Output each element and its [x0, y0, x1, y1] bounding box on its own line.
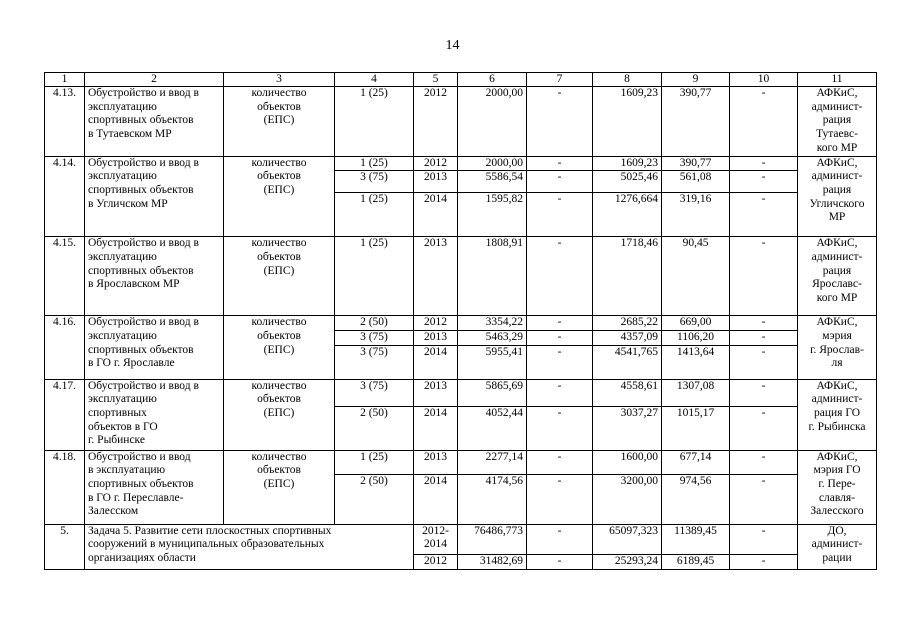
year: 2012	[414, 554, 458, 569]
quantity: 2 (50)	[335, 316, 414, 331]
indicator: количество объектов (ЕПС)	[224, 316, 335, 379]
col8-value: 3037,27	[593, 406, 662, 450]
measure-name: Обустройство и ввод в эксплуатацию спортивных объектов в ГО г. Переславле- Залесском	[85, 450, 224, 524]
col8-value: 1718,46	[593, 237, 662, 316]
col9-value: 677,14	[662, 450, 730, 474]
year: 2013	[414, 379, 458, 406]
indicator: количество объектов (ЕПС)	[224, 237, 335, 316]
table-row	[45, 156, 877, 171]
header-cell: 9	[662, 73, 730, 87]
quantity: 3 (75)	[335, 171, 414, 193]
total-amount: 5586,54	[458, 171, 527, 193]
year: 2013	[414, 237, 458, 316]
col10-value: -	[730, 474, 798, 524]
year: 2012	[414, 156, 458, 171]
quantity: 3 (75)	[335, 379, 414, 406]
col10-value: -	[730, 524, 798, 554]
col7-value: -	[527, 406, 593, 450]
total-amount: 5955,41	[458, 345, 527, 379]
col10-value: -	[730, 450, 798, 474]
table-row	[45, 450, 877, 474]
header-cell: 8	[593, 73, 662, 87]
col9-value: 974,56	[662, 474, 730, 524]
col7-value: -	[527, 156, 593, 171]
col10-value: -	[730, 171, 798, 193]
quantity: 1 (25)	[335, 193, 414, 237]
total-amount: 2277,14	[458, 450, 527, 474]
row-number: 4.13.	[45, 87, 85, 157]
total-amount: 2000,00	[458, 87, 527, 157]
col8-value: 1276,664	[593, 193, 662, 237]
page-number: 14	[445, 38, 460, 53]
table-row	[45, 237, 877, 316]
table-row	[45, 379, 877, 406]
measure-name: Обустройство и ввод в эксплуатацию спортивных объектов в Ярославском МР	[85, 237, 224, 316]
quantity: 1 (25)	[335, 156, 414, 171]
indicator: количество объектов (ЕПС)	[224, 379, 335, 450]
total-amount: 3354,22	[458, 316, 527, 331]
col8-value: 4558,61	[593, 379, 662, 406]
col9-value: 669,00	[662, 316, 730, 331]
col7-value: -	[527, 316, 593, 331]
quantity: 1 (25)	[335, 450, 414, 474]
header-cell: 6	[458, 73, 527, 87]
measure-name: Обустройство и ввод в эксплуатацию спортивных объектов в Тутаевском МР	[85, 87, 224, 157]
col10-value: -	[730, 156, 798, 171]
total-amount: 5463,29	[458, 330, 527, 345]
col9-value: 6189,45	[662, 554, 730, 569]
header-cell: 3	[224, 73, 335, 87]
row-number: 4.18.	[45, 450, 85, 524]
col10-value: -	[730, 379, 798, 406]
col9-value: 11389,45	[662, 524, 730, 554]
col8-value: 4357,09	[593, 330, 662, 345]
col7-value: -	[527, 345, 593, 379]
col7-value: -	[527, 474, 593, 524]
year: 2012	[414, 87, 458, 157]
col10-value: -	[730, 554, 798, 569]
quantity: 1 (25)	[335, 237, 414, 316]
col8-value: 1609,23	[593, 156, 662, 171]
table-row	[45, 524, 877, 554]
col8-value: 25293,24	[593, 554, 662, 569]
quantity: 2 (50)	[335, 406, 414, 450]
year: 2013	[414, 330, 458, 345]
col7-value: -	[527, 87, 593, 157]
program-table	[44, 72, 877, 570]
measure-name: Обустройство и ввод в эксплуатацию спортивных объектов в Угличском МР	[85, 156, 224, 237]
col7-value: -	[527, 524, 593, 554]
quantity: 2 (50)	[335, 474, 414, 524]
col10-value: -	[730, 345, 798, 379]
indicator: количество объектов (ЕПС)	[224, 450, 335, 524]
col10-value: -	[730, 406, 798, 450]
col7-value: -	[527, 171, 593, 193]
year: 2014	[414, 406, 458, 450]
indicator: количество объектов (ЕПС)	[224, 87, 335, 157]
col9-value: 1307,08	[662, 379, 730, 406]
col10-value: -	[730, 316, 798, 331]
header-cell: 2	[85, 73, 224, 87]
col10-value: -	[730, 87, 798, 157]
header-cell: 7	[527, 73, 593, 87]
quantity: 3 (75)	[335, 330, 414, 345]
total-amount: 4174,56	[458, 474, 527, 524]
row-number: 4.17.	[45, 379, 85, 450]
total-amount: 31482,69	[458, 554, 527, 569]
year: 2014	[414, 474, 458, 524]
table-row	[45, 87, 877, 157]
col9-value: 561,08	[662, 171, 730, 193]
indicator: количество объектов (ЕПС)	[224, 156, 335, 237]
year: 2012- 2014	[414, 524, 458, 554]
header-cell: 4	[335, 73, 414, 87]
col9-value: 1106,20	[662, 330, 730, 345]
total-amount: 76486,773	[458, 524, 527, 554]
col8-value: 2685,22	[593, 316, 662, 331]
row-number: 4.16.	[45, 316, 85, 379]
executor: АФКиС, админист- рация Ярославс- кого МР	[798, 237, 877, 316]
total-amount: 2000,00	[458, 156, 527, 171]
col10-value: -	[730, 237, 798, 316]
executor: АФКиС, админист- рация Угличского МР	[798, 156, 877, 237]
col9-value: 319,16	[662, 193, 730, 237]
executor: АФКиС, мэрия ГО г. Пере- славля- Залесского	[798, 450, 877, 524]
col7-value: -	[527, 237, 593, 316]
executor: ДО, админист- рации	[798, 524, 877, 569]
row-number: 4.15.	[45, 237, 85, 316]
measure-name: Обустройство и ввод в эксплуатацию спортивных объектов в ГО г. Ярославле	[85, 316, 224, 379]
col7-value: -	[527, 554, 593, 569]
total-amount: 1595,82	[458, 193, 527, 237]
col8-value: 65097,323	[593, 524, 662, 554]
row-number: 4.14.	[45, 156, 85, 237]
total-amount: 1808,91	[458, 237, 527, 316]
col8-value: 1609,23	[593, 87, 662, 157]
quantity: 3 (75)	[335, 345, 414, 379]
header-cell: 5	[414, 73, 458, 87]
year: 2014	[414, 345, 458, 379]
table-row	[45, 316, 877, 331]
total-amount: 4052,44	[458, 406, 527, 450]
col7-value: -	[527, 330, 593, 345]
executor: АФКиС, мэрия г. Ярослав- ля	[798, 316, 877, 379]
total-amount: 5865,69	[458, 379, 527, 406]
col9-value: 390,77	[662, 156, 730, 171]
col7-value: -	[527, 193, 593, 237]
col8-value: 1600,00	[593, 450, 662, 474]
col7-value: -	[527, 379, 593, 406]
year: 2013	[414, 171, 458, 193]
header-row	[45, 73, 877, 87]
col8-value: 3200,00	[593, 474, 662, 524]
executor: АФКиС, админист- рация Тутаевс- кого МР	[798, 87, 877, 157]
executor: АФКиС, админист- рация ГО г. Рыбинска	[798, 379, 877, 450]
task-name: Задача 5. Развитие сети плоскостных спортивных сооружений в муниципальных образовательных организациях области	[85, 524, 414, 569]
year: 2012	[414, 316, 458, 331]
year: 2013	[414, 450, 458, 474]
col8-value: 5025,46	[593, 171, 662, 193]
header-cell: 1	[45, 73, 85, 87]
col9-value: 90,45	[662, 237, 730, 316]
col10-value: -	[730, 193, 798, 237]
col9-value: 1413,64	[662, 345, 730, 379]
col7-value: -	[527, 450, 593, 474]
header-cell: 10	[730, 73, 798, 87]
col8-value: 4541,765	[593, 345, 662, 379]
year: 2014	[414, 193, 458, 237]
row-number: 5.	[45, 524, 85, 569]
col9-value: 1015,17	[662, 406, 730, 450]
header-cell: 11	[798, 73, 877, 87]
col10-value: -	[730, 330, 798, 345]
col9-value: 390,77	[662, 87, 730, 157]
measure-name: Обустройство и ввод в эксплуатацию спортивных объектов в ГО г. Рыбинске	[85, 379, 224, 450]
quantity: 1 (25)	[335, 87, 414, 157]
